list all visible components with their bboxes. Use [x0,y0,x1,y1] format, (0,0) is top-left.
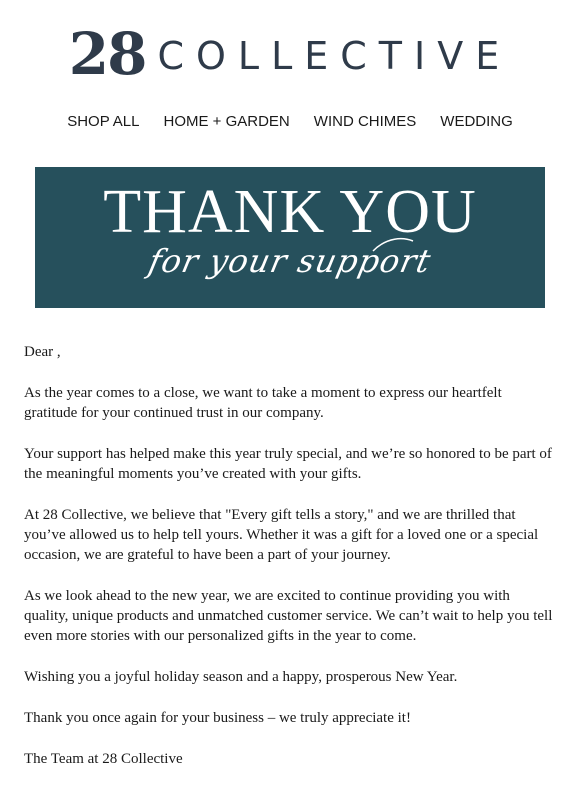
letter-greeting: Dear , [24,344,61,360]
brand-logo-number: 28 [68,20,146,88]
banner-title: THANK YOU [103,178,477,246]
letter-paragraph-6: Thank you once again for your business – we truly appreciate it! [24,710,411,726]
script-flourish-icon [35,167,545,308]
letter-paragraph-4: As we look ahead to the new year, we are excited to continue providing you with quality, unique products and unmatched customer service. We can’t wait to help you tell even more stories with our personalized gifts in the year to come. [24,588,553,644]
brand-logo-wordmark: COLLECTIVE [157,34,512,78]
letter-paragraph-1: As the year comes to a close, we want to take a moment to express our heartfelt gratitude for your continued trust in our company. [24,385,502,421]
letter-paragraph-2: Your support has helped make this year truly special, and we’re so honored to be part of the meaningful moments you’ve created with your gifts. [24,446,552,482]
nav-item-wedding[interactable]: WEDDING [440,113,513,130]
nav-item-wind-chimes[interactable]: WIND CHIMES [313,113,417,130]
letter-paragraph-3: At 28 Collective, we believe that "Every gift tells a story," and we are thrilled that you’ve allowed us to help tell yours. Whether it was a gift for a loved one or a special occasion, we are grateful to have been a part of your journey. [24,507,539,563]
thank-you-banner [35,167,545,308]
letter-body [24,342,558,790]
nav-item-shop-all[interactable]: SHOP ALL [67,113,140,130]
brand-logo[interactable] [0,20,580,88]
letter-signoff: The Team at 28 Collective [24,751,183,767]
main-nav [0,113,580,130]
nav-item-home-garden[interactable]: HOME + GARDEN [163,113,290,130]
letter-paragraph-5: Wishing you a joyful holiday season and a happy, prosperous New Year. [24,669,458,685]
banner-subtitle: for your support [145,242,435,280]
